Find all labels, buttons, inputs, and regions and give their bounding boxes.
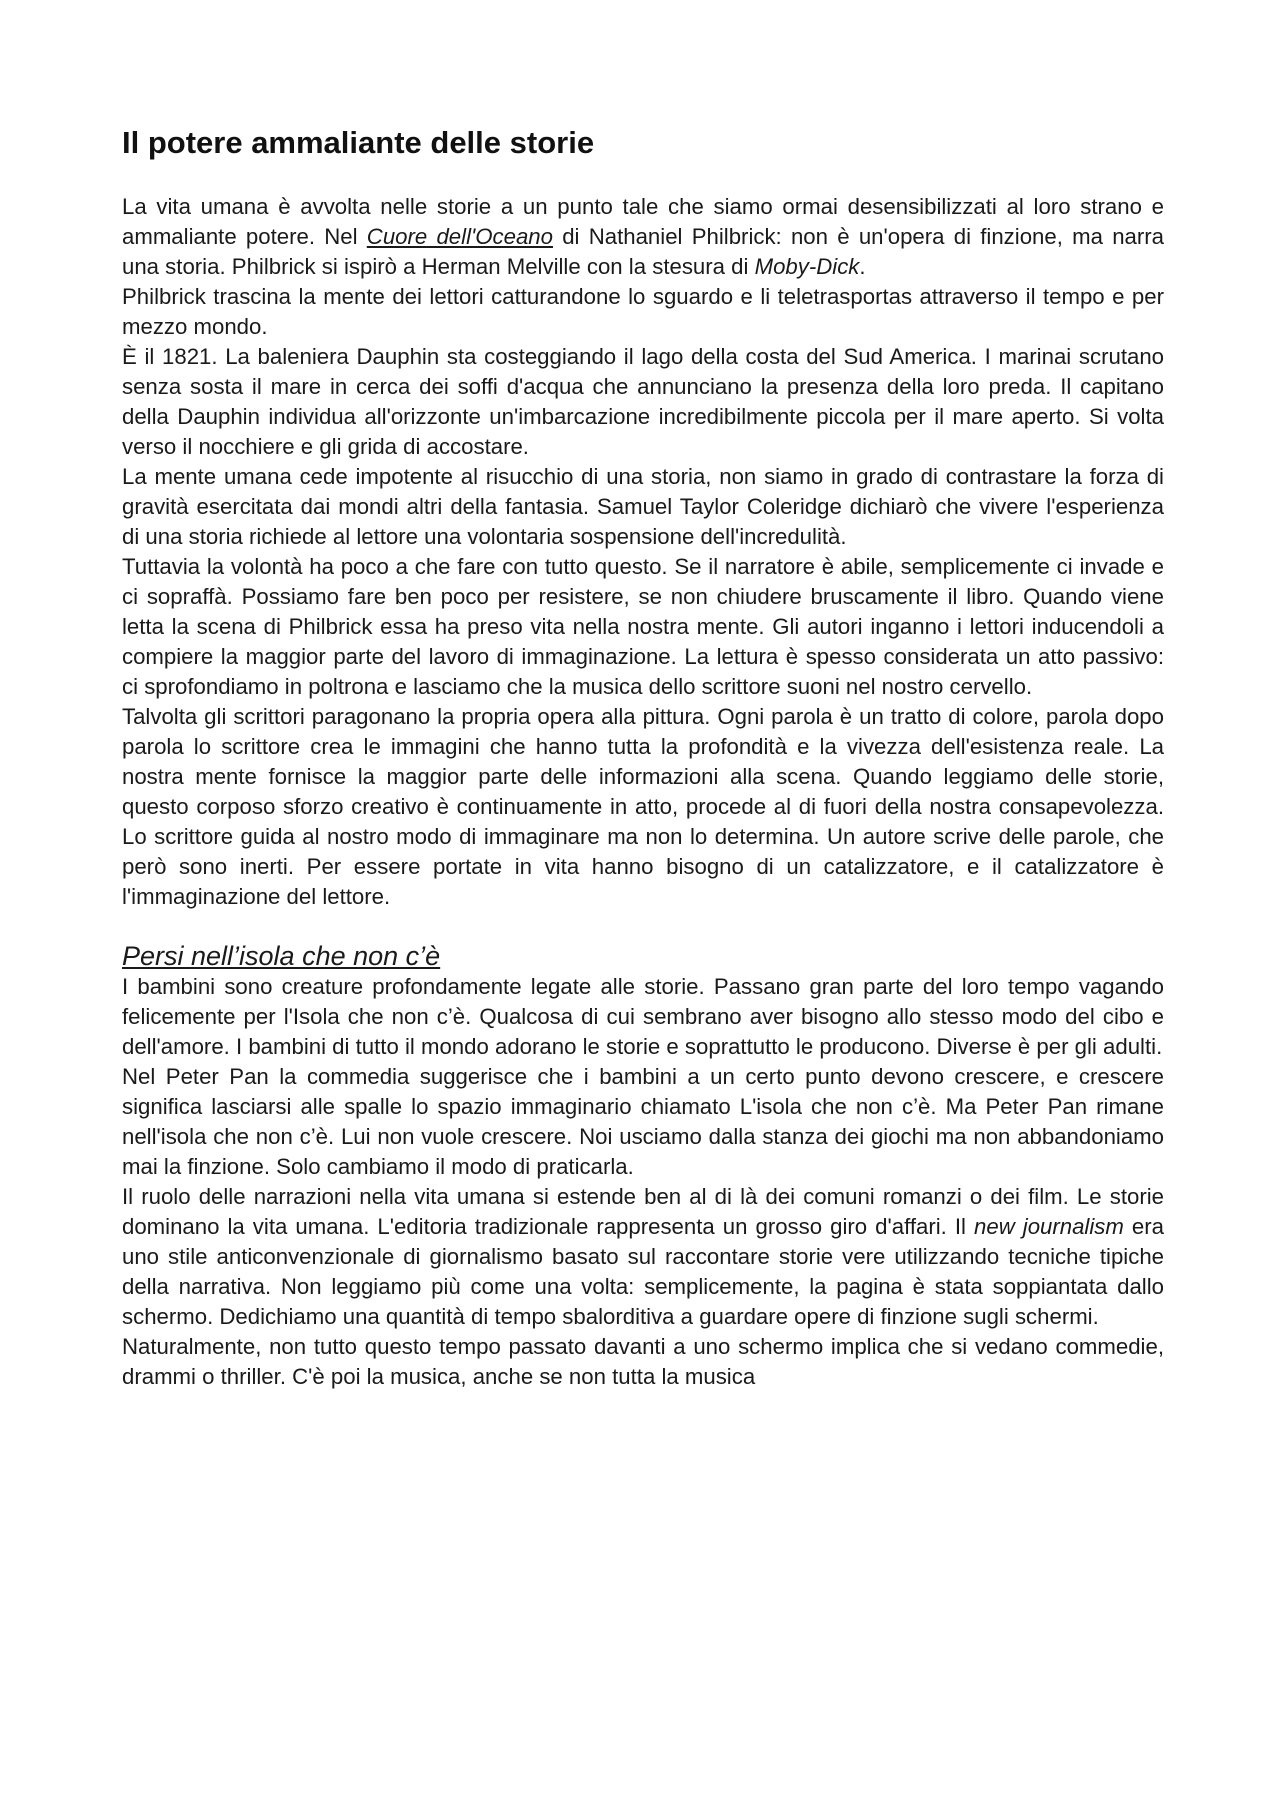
paragraph-6: Talvolta gli scrittori paragonano la propria opera alla pittura. Ogni parola è un tratto di colore, parola dopo parola lo scrittore crea le immagini che hanno tutta la profondità e la vivezza dell'esistenza reale. La nostra mente fornisce la maggior parte delle informazioni alla scena. Quando leggiamo delle storie, questo corposo sforzo creativo è continuamente in atto, procede al di fuori della nostra consapevolezza. Lo scrittore guida al nostro modo di immaginare ma non lo determina. Un autore scrive delle parole, che però sono inerti. Per essere portate in vita hanno bisogno di un catalizzatore, e il catalizzatore è l'immaginazione del lettore.: [122, 704, 1164, 909]
paragraph-9: [122, 1182, 1164, 1332]
paragraph-1-text-e: .: [859, 254, 866, 279]
paragraph-5: Tuttavia la volontà ha poco a che fare con tutto questo. Se il narratore è abile, semplicemente ci invade e ci sopraffà. Possiamo fare ben poco per resistere, se non chiudere bruscamente il libro. Quando viene letta la scena di Philbrick essa ha preso vita nella nostra mente. Gli autori inganno i lettori inducendoli a compiere la maggior parte del lavoro di immaginazione. La lettura è spesso considerata un atto passivo: ci sprofondiamo in poltrona e lasciamo che la musica dello scrittore suoni nel nostro cervello.: [122, 554, 1164, 699]
paragraph-9-text-c: era uno stile anticonvenzionale di giornalismo basato sul raccontare storie vere utilizzando tecniche tipiche della narrativa. Non leggiamo più come una volta: semplicemente, la pagina è stata soppiantata dallo schermo. Dedichiamo una quantità di tempo sbalorditiva a guardare opere di finzione sugli schermi.: [122, 1214, 1164, 1329]
paragraph-3: È il 1821. La baleniera Dauphin sta costeggiando il lago della costa del Sud America. I marinai scrutano senza sosta il mare in cerca dei soffi d'acqua che annunciano la presenza della loro preda. Il capitano della Dauphin individua all'orizzonte un'imbarcazione incredibilmente piccola per il mare aperto. Si volta verso il nocchiere e gli grida di accostare.: [122, 344, 1164, 459]
paragraph-8: Nel Peter Pan la commedia suggerisce che i bambini a un certo punto devono crescere, e crescere significa lasciarsi alle spalle lo spazio immaginario chiamato L'isola che non c’è. Ma Peter Pan rimane nell'isola che non c’è. Lui non vuole crescere. Noi usciamo dalla stanza dei giochi ma non abbandoniamo mai la finzione. Solo cambiamo il modo di praticarla.: [122, 1064, 1164, 1179]
paragraph-1-text-a: La vita umana è avvolta nelle storie a un punto tale che siamo ormai desensibilizzati al loro strano e ammaliante potere. Nel: [122, 194, 1164, 249]
section-heading: Persi nell’isola che non c’è: [122, 941, 441, 971]
term-new-journalism: new journalism: [974, 1214, 1124, 1239]
paragraph-2: Philbrick trascina la mente dei lettori catturandone lo sguardo e li teletrasportas attraverso il tempo e per mezzo mondo.: [122, 284, 1164, 339]
paragraph-1: [122, 192, 1164, 282]
document-title: Il potere ammaliante delle storie: [122, 125, 595, 160]
paragraph-10: Naturalmente, non tutto questo tempo passato davanti a uno schermo implica che si vedano commedie, drammi o thriller. C'è poi la musica, anche se non tutta la musica: [122, 1334, 1164, 1389]
book-title-moby-dick: Moby-Dick: [754, 254, 860, 279]
book-title-cuore-oceano: Cuore dell'Oceano: [366, 224, 553, 249]
paragraph-9-text-a: Il ruolo delle narrazioni nella vita umana si estende ben al di là dei comuni romanzi o dei film. Le storie dominano la vita umana. L'editoria tradizionale rappresenta un grosso giro d'affari. Il: [122, 1184, 1164, 1239]
paragraph-4: La mente umana cede impotente al risucchio di una storia, non siamo in grado di contrastare la forza di gravità esercitata dai mondi altri della fantasia. Samuel Taylor Coleridge dichiarò che vivere l'esperienza di una storia richiede al lettore una volontaria sospensione dell'incredulità.: [122, 464, 1164, 549]
paragraph-7: I bambini sono creature profondamente legate alle storie. Passano gran parte del loro tempo vagando felicemente per l'Isola che non c’è. Qualcosa di cui sembrano aver bisogno allo stesso modo del cibo e dell'amore. I bambini di tutto il mondo adorano le storie e soprattutto le producono. Diverse è per gli adulti.: [122, 974, 1164, 1059]
paragraph-1-text-c: di Nathaniel Philbrick: non è un'opera di finzione, ma narra una storia. Philbrick si ispirò a Herman Melville con la stesura di: [122, 224, 1164, 279]
